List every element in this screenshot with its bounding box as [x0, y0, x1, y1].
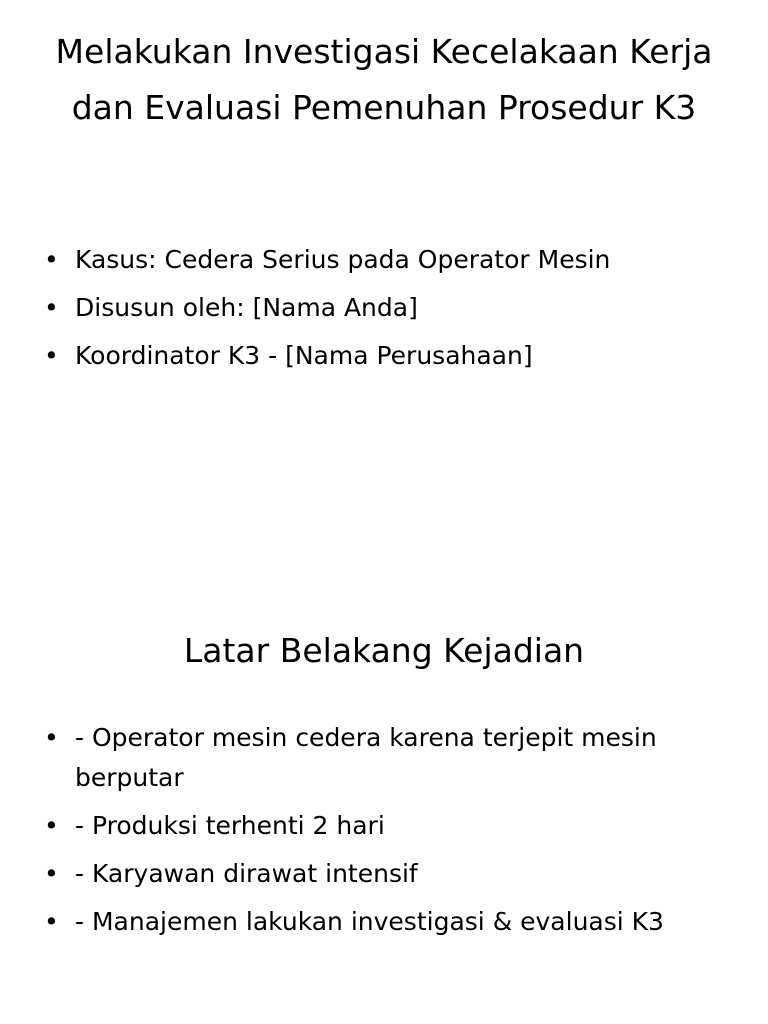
bullet-text: Disusun oleh: [Nama Anda] — [75, 293, 418, 322]
bullet-icon: • — [44, 245, 59, 274]
bullet-icon: • — [44, 723, 59, 752]
bullet-text: - Produksi terhenti 2 hari — [75, 811, 385, 840]
slide-2 — [0, 512, 768, 1024]
bullet-icon: • — [44, 293, 59, 322]
list-item — [40, 718, 740, 798]
bullet-icon: • — [44, 907, 59, 936]
bullet-text: Kasus: Cedera Serius pada Operator Mesin — [75, 245, 611, 274]
list-item — [40, 902, 740, 942]
list-item — [40, 288, 740, 328]
bullet-text: - Karyawan dirawat intensif — [75, 859, 418, 888]
list-item — [40, 854, 740, 894]
bullet-list — [40, 240, 740, 384]
list-item — [40, 806, 740, 846]
bullet-list — [40, 718, 740, 950]
bullet-text: - Operator mesin cedera karena terjepit mesin berputar — [75, 723, 657, 792]
bullet-icon: • — [44, 859, 59, 888]
list-item — [40, 336, 740, 376]
slide-title: Latar Belakang Kejadian — [183, 631, 585, 670]
list-item — [40, 240, 740, 280]
bullet-text: - Manajemen lakukan investigasi & evaluasi K3 — [75, 907, 664, 936]
slide-title: Melakukan Investigasi Kecelakaan Kerja dan Evaluasi Pemenuhan Prosedur K3 — [55, 32, 713, 127]
bullet-text: Koordinator K3 - [Nama Perusahaan] — [75, 341, 533, 370]
bullet-icon: • — [44, 811, 59, 840]
bullet-icon: • — [44, 341, 59, 370]
